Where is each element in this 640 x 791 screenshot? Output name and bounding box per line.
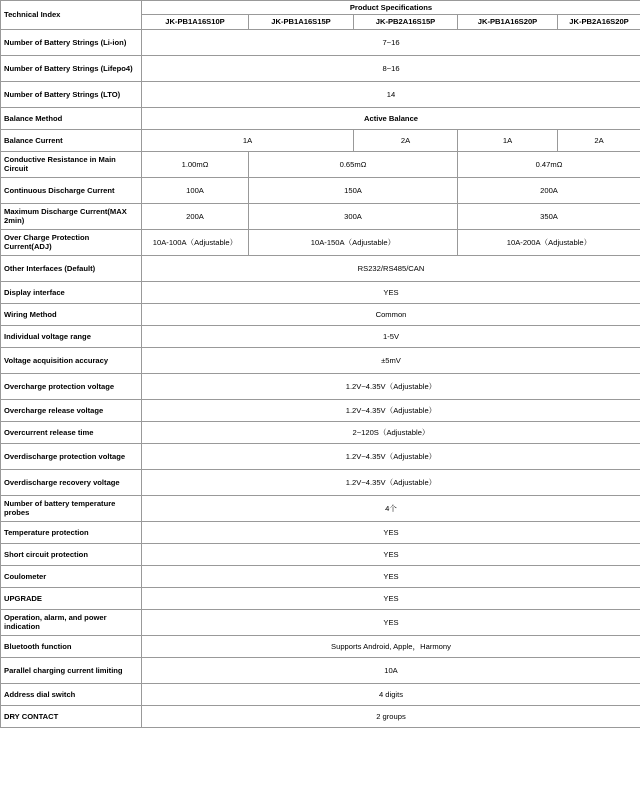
- table-row: [1, 325, 640, 347]
- row-value: 4 digits: [142, 683, 640, 705]
- row-label: Voltage acquisition accuracy: [1, 347, 142, 373]
- model-header-4: JK-PB1A16S20P: [458, 15, 558, 29]
- row-value: 1-5V: [142, 325, 640, 347]
- row-value: 10A-150A（Adjustable）: [249, 229, 458, 255]
- row-label: Overdischarge recovery voltage: [1, 469, 142, 495]
- row-value: 1A: [458, 129, 558, 151]
- page-title: Product Specifications: [142, 1, 640, 15]
- table-row: [1, 399, 640, 421]
- row-label: Continuous Discharge Current: [1, 177, 142, 203]
- row-value: YES: [142, 609, 640, 635]
- row-value: 350A: [458, 203, 640, 229]
- row-label: Balance Method: [1, 107, 142, 129]
- table-row: [1, 521, 640, 543]
- table-row: [1, 55, 640, 81]
- row-value: 8~16: [142, 55, 640, 81]
- row-value: 1.2V~4.35V（Adjustable）: [142, 443, 640, 469]
- row-label: Parallel charging current limiting: [1, 657, 142, 683]
- table-row: [1, 373, 640, 399]
- row-value: 100A: [142, 177, 249, 203]
- row-label: Wiring Method: [1, 303, 142, 325]
- table-row: [1, 635, 640, 657]
- row-label: Balance Current: [1, 129, 142, 151]
- row-label: Overcharge protection voltage: [1, 373, 142, 399]
- row-value: ±5mV: [142, 347, 640, 373]
- row-value: 7~16: [142, 29, 640, 55]
- model-header-2: JK-PB1A16S15P: [249, 15, 354, 29]
- row-value: 2A: [558, 129, 640, 151]
- row-value: 1.2V~4.35V（Adjustable）: [142, 373, 640, 399]
- table-row: [1, 303, 640, 325]
- model-header-1: JK-PB1A16S10P: [142, 15, 249, 29]
- row-value: 10A-100A（Adjustable）: [142, 229, 249, 255]
- row-value: 10A: [142, 657, 640, 683]
- table-row: [1, 203, 640, 229]
- row-value: 300A: [249, 203, 458, 229]
- row-label: Individual voltage range: [1, 325, 142, 347]
- table-title-row: [1, 1, 640, 15]
- table-row: [1, 495, 640, 521]
- row-value: 0.47mΩ: [458, 151, 640, 177]
- row-value: YES: [142, 565, 640, 587]
- row-value: 2A: [354, 129, 458, 151]
- row-label: Operation, alarm, and power indication: [1, 609, 142, 635]
- table-row: [1, 469, 640, 495]
- row-value: 200A: [458, 177, 640, 203]
- row-value: Supports Android, Apple，Harmony: [142, 635, 640, 657]
- table-row: [1, 29, 640, 55]
- table-row: [1, 543, 640, 565]
- table-body: [1, 1, 640, 728]
- table-row: [1, 421, 640, 443]
- row-value: 200A: [142, 203, 249, 229]
- row-label: Over Charge Protection Current(ADJ): [1, 229, 142, 255]
- table-row: [1, 609, 640, 635]
- table-row: [1, 347, 640, 373]
- row-value: YES: [142, 521, 640, 543]
- row-value: 2 groups: [142, 705, 640, 727]
- table-row: [1, 177, 640, 203]
- table-row: [1, 705, 640, 727]
- row-label: Overdischarge protection voltage: [1, 443, 142, 469]
- table-row: [1, 229, 640, 255]
- model-header-3: JK-PB2A16S15P: [354, 15, 458, 29]
- row-label: Display interface: [1, 281, 142, 303]
- row-value: YES: [142, 543, 640, 565]
- model-header-5: JK-PB2A16S20P: [558, 15, 640, 29]
- row-label: Other Interfaces (Default): [1, 255, 142, 281]
- row-label: DRY CONTACT: [1, 705, 142, 727]
- row-label: Overcurrent release time: [1, 421, 142, 443]
- row-value: 4个: [142, 495, 640, 521]
- table-row: [1, 151, 640, 177]
- technical-index-header: Technical Index: [1, 1, 142, 30]
- row-value: 14: [142, 81, 640, 107]
- row-value: Active Balance: [142, 107, 640, 129]
- row-value: 1.00mΩ: [142, 151, 249, 177]
- row-label: Maximum Discharge Current(MAX 2min): [1, 203, 142, 229]
- row-label: UPGRADE: [1, 587, 142, 609]
- row-value: 1A: [142, 129, 354, 151]
- row-label: Temperature protection: [1, 521, 142, 543]
- table-row: [1, 255, 640, 281]
- row-value: 10A-200A（Adjustable）: [458, 229, 640, 255]
- row-value: Common: [142, 303, 640, 325]
- row-label: Number of Battery Strings (LTO): [1, 81, 142, 107]
- table-row: [1, 81, 640, 107]
- table-row: [1, 565, 640, 587]
- row-label: Coulometer: [1, 565, 142, 587]
- row-label: Overcharge release voltage: [1, 399, 142, 421]
- table-row: [1, 683, 640, 705]
- row-value: RS232/RS485/CAN: [142, 255, 640, 281]
- row-value: 1.2V~4.35V（Adjustable）: [142, 469, 640, 495]
- row-label: Conductive Resistance in Main Circuit: [1, 151, 142, 177]
- table-row: [1, 587, 640, 609]
- table-row: [1, 129, 640, 151]
- row-value: 1.2V~4.35V（Adjustable）: [142, 399, 640, 421]
- row-value: 150A: [249, 177, 458, 203]
- table-row: [1, 107, 640, 129]
- row-label: Address dial switch: [1, 683, 142, 705]
- row-label: Number of Battery Strings (Li-ion): [1, 29, 142, 55]
- table-row: [1, 443, 640, 469]
- row-label: Bluetooth function: [1, 635, 142, 657]
- row-value: YES: [142, 281, 640, 303]
- row-label: Number of battery temperature probes: [1, 495, 142, 521]
- row-value: YES: [142, 587, 640, 609]
- row-value: 0.65mΩ: [249, 151, 458, 177]
- row-label: Number of Battery Strings (Lifepo4): [1, 55, 142, 81]
- table-row: [1, 657, 640, 683]
- row-value: 2~120S（Adjustable）: [142, 421, 640, 443]
- row-label: Short circuit protection: [1, 543, 142, 565]
- table-row: [1, 281, 640, 303]
